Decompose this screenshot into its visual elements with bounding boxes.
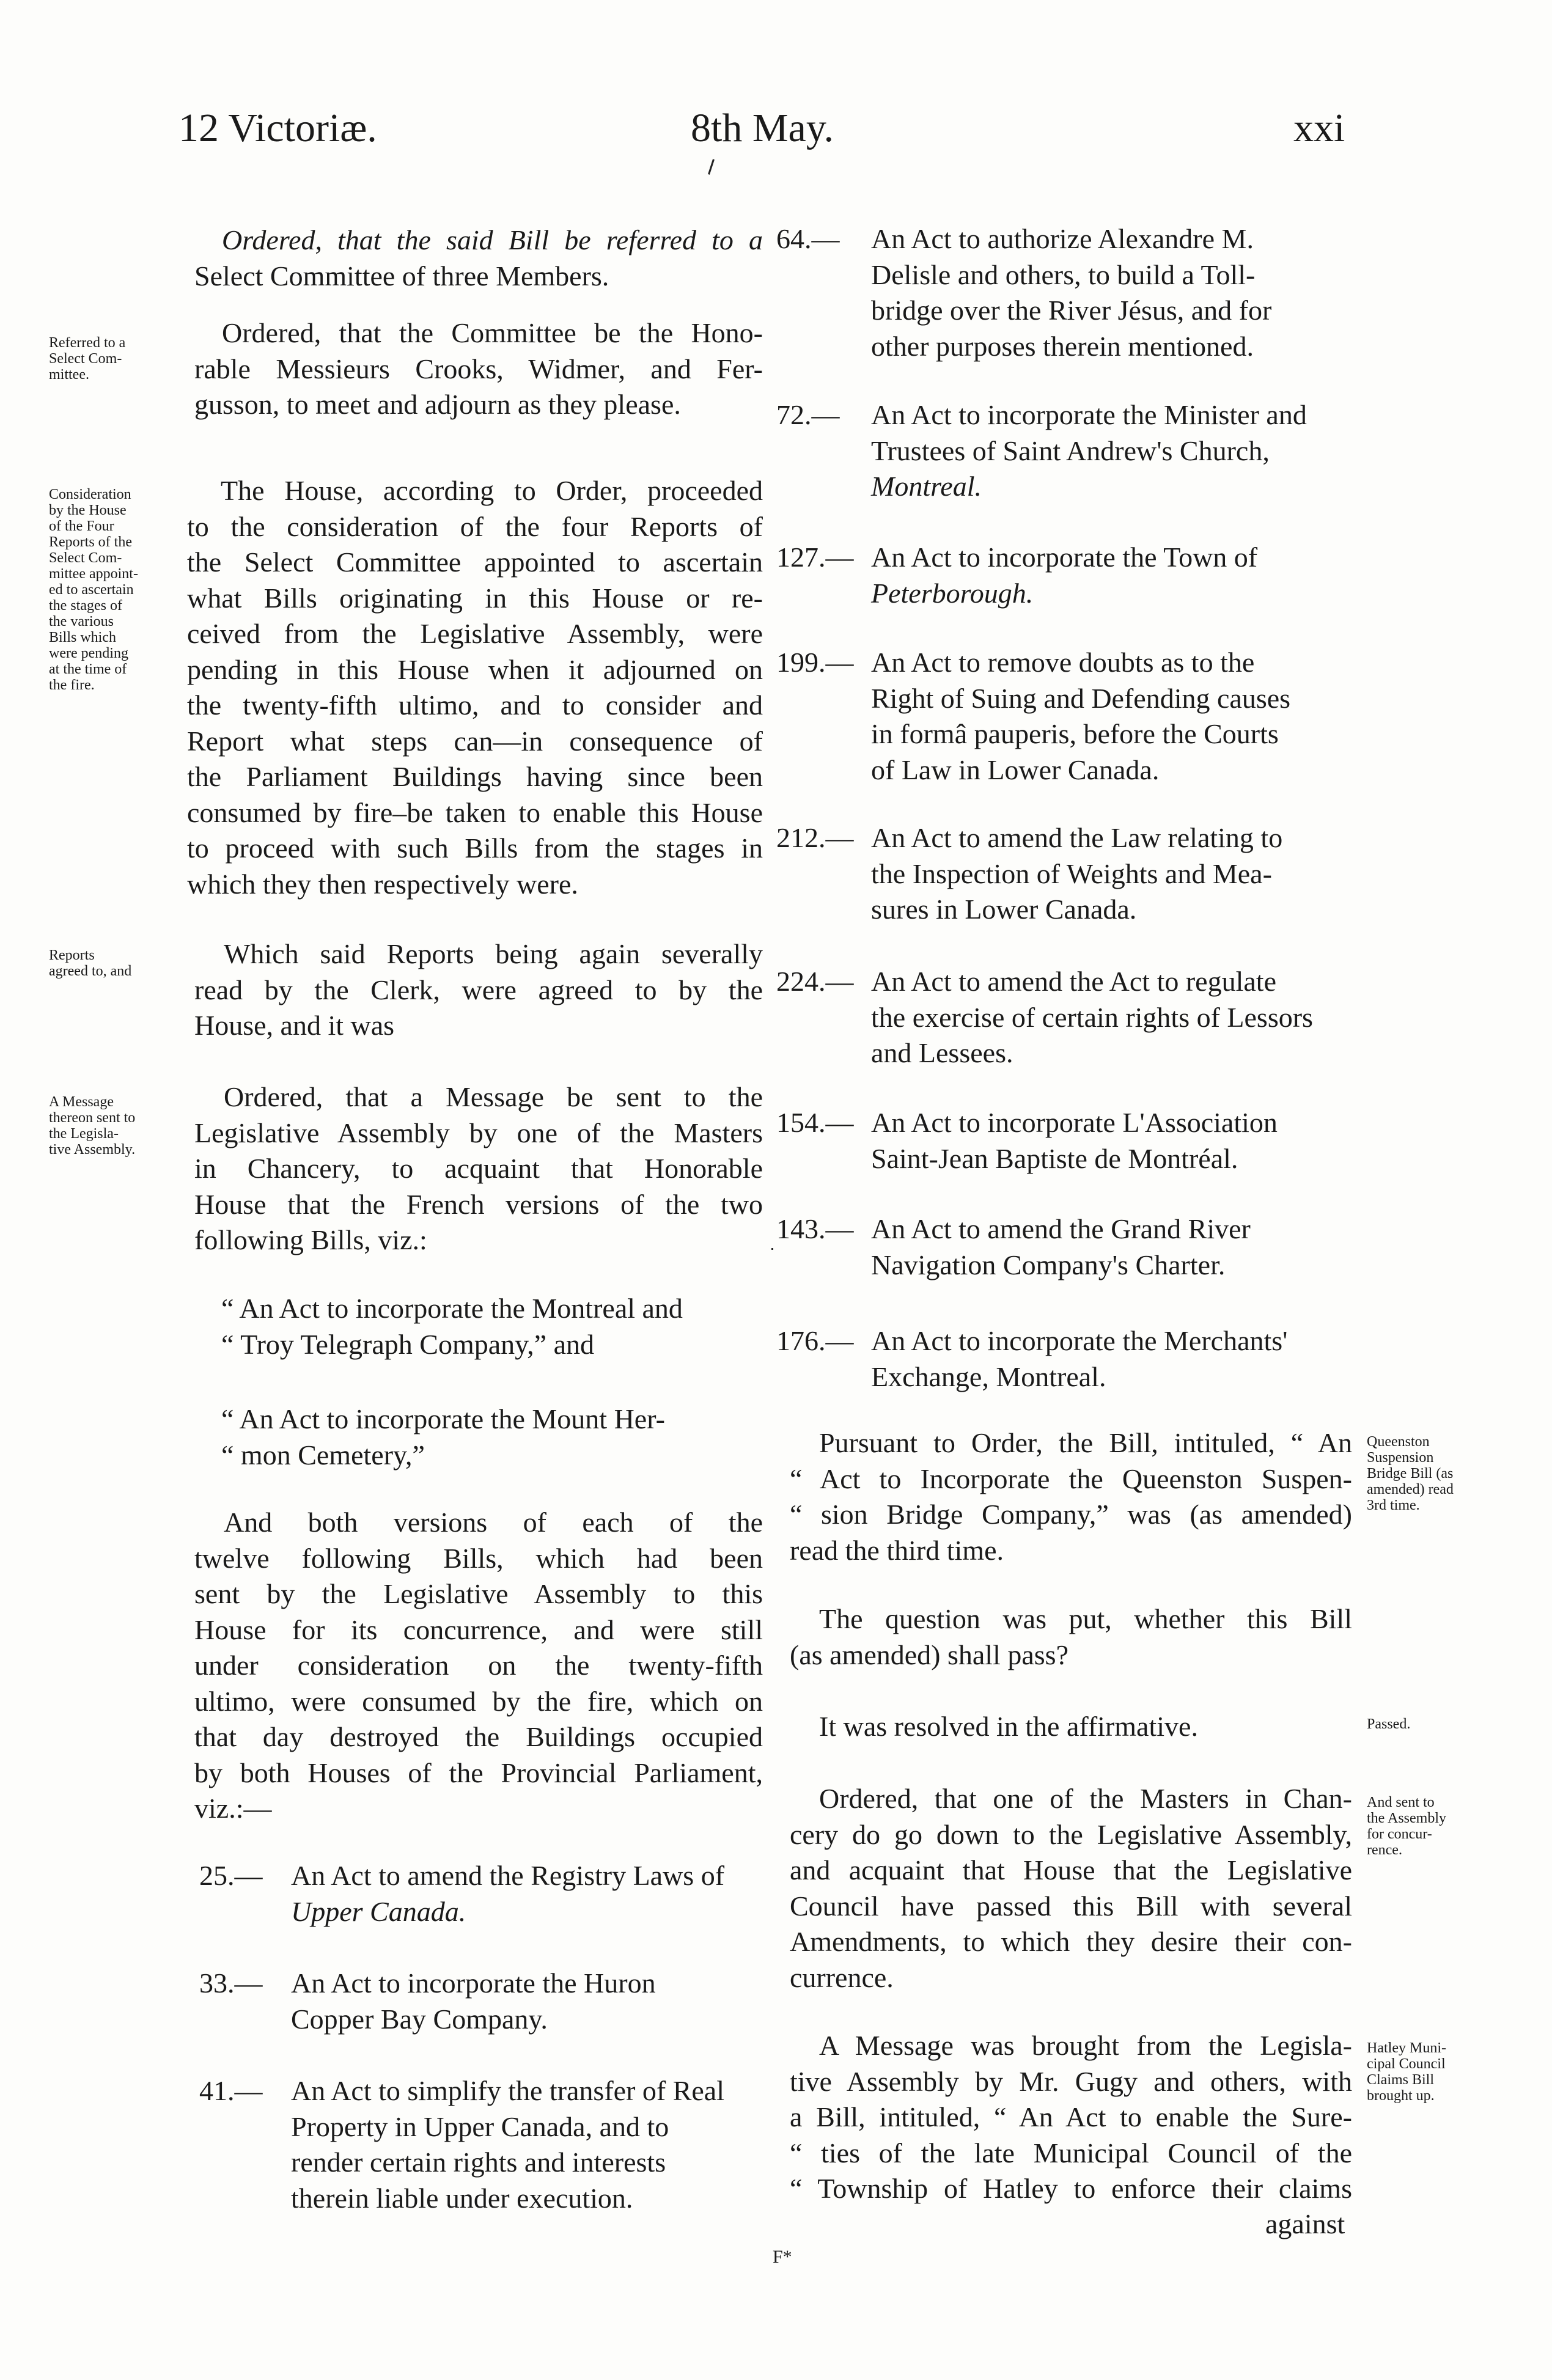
header-regnal-year: 12 Victoriæ. [178, 106, 377, 150]
act-list-item: 72.— An Act to incorporate the Minister and Trustees of Saint Andrew's Church, Montreal. [776, 399, 1307, 502]
paragraph-hatley-message: A Message was brought from the Legisla- tive Assembly by Mr. Gugy and others, with a Bill, intituled, “ An Act to enable the Sure- “ ties of the late Municipal Council of the “ Township of Hatley to enforce their claims [790, 2030, 1352, 2204]
quote-cemetery-bill: “ An Act to incorporate the Mount Her- “ mon Cemetery,” [221, 1403, 665, 1471]
margin-note-reports-agreed: Reports agreed to, and [49, 947, 132, 979]
paragraph-message-ordered: Ordered, that a Message be sent to the Legislative Assembly by one of the Masters in Chancery, to acquaint that Honorable House that the French versions of the two following Bills, viz.: [194, 1081, 763, 1255]
act-list-item: 176.— An Act to incorporate the Merchants' Exchange, Montreal. [776, 1325, 1288, 1392]
margin-note-queenston: Queenston Suspension Bridge Bill (as amended) read 3rd time. [1367, 1434, 1454, 1513]
act-list-item: 127.— An Act to incorporate the Town of Peterborough. [776, 542, 1258, 609]
act-list-item: 41.— An Act to simplify the transfer of Real Property in Upper Canada, and to render certain rights and interests therein liable under execution. [199, 2075, 725, 2214]
signature-mark: F* [773, 2247, 792, 2267]
margin-note-sent-for-concurrence: And sent to the Assembly for concur- rence. [1367, 1794, 1446, 1858]
margin-note-message-sent: A Message thereon sent to the Legisla- tive Assembly. [49, 1094, 136, 1158]
act-list-item: 33.— An Act to incorporate the Huron Copper Bay Company. [199, 1967, 656, 2035]
catchword: against [1265, 2208, 1345, 2239]
act-list-item: 212.— An Act to amend the Law relating to the Inspection of Weights and Mea- sures in Lower Canada. [776, 822, 1283, 925]
margin-note-referred: Referred to a Select Com- mittee. [49, 335, 126, 383]
margin-note-hatley: Hatley Muni- cipal Council Claims Bill brought up. [1367, 2040, 1446, 2104]
act-list-item: 143.— An Act to amend the Grand River Navigation Company's Charter. [776, 1213, 1251, 1280]
act-list-item: 199.— An Act to remove doubts as to the Right of Suing and Defending causes in formâ pauperis, before the Courts of Law in Lower Canada. [776, 647, 1291, 785]
act-list-item: 224.— An Act to amend the Act to regulate the exercise of certain rights of Lessors and Lessees. [776, 966, 1313, 1068]
page-number: xxi [1293, 106, 1345, 150]
paragraph-consideration-of-reports: The House, according to Order, proceeded to the consideration of the four Reports of the Select Committee appointed to ascertain what Bills originating in this House or re- ceived from the Legislative Assembly, were pending in this House when it adjourned on the twenty-fifth ultimo, and to consider and Report what steps can—in consequence of the Parliament Buildings having since been consumed by fire–be taken to enable this House to proceed with such Bills from the stages in which they then respectively were. [187, 475, 763, 900]
act-list-item: 64.— An Act to authorize Alexandre M. Delisle and others, to build a Toll- bridge over the River Jésus, and for other purposes therein mentioned. [776, 223, 1272, 362]
paragraph-committee-members: Ordered, that the Committee be the Hono- rable Messieurs Crooks, Widmer, and Fer- gusson, to meet and adjourn as they please. [194, 317, 763, 420]
margin-note-passed: Passed. [1367, 1716, 1411, 1732]
paragraph-twelve-bills: And both versions of each of the twelve following Bills, which had been sent by the Legislative Assembly to this House for its concurrence, and were still under consideration on the twenty-fifth ultimo, were consumed by the fire, which on that day destroyed the Buildings occupied by both Houses of the Provincial Parliament, viz.:— [194, 1507, 763, 1824]
paragraph-queenston-bill-third-reading: Pursuant to Order, the Bill, intituled, “ An “ Act to Incorporate the Queenston Suspen- “ sion Bridge Company,” was (as amended) read the third time. [790, 1427, 1352, 1566]
act-list-item: 25.— An Act to amend the Registry Laws of Upper Canada. [199, 1860, 725, 1927]
quote-telegraph-bill: “ An Act to incorporate the Montreal and “ Troy Telegraph Company,” and [221, 1293, 683, 1360]
print-speck [708, 159, 715, 175]
paragraph-referred-to-committee: Ordered, that the said Bill be referred to a Select Committee of three Members. [194, 224, 763, 292]
paragraph-reports-agreed: Which said Reports being again severally read by the Clerk, were agreed to by the House, and it was [194, 938, 763, 1041]
margin-note-consideration: Consideration by the House of the Four Reports of the Select Com- mittee appoint- ed to ascertain the stages of the various Bills which were pending at the time of the fire. [49, 487, 138, 693]
paragraph-resolved: It was resolved in the affirmative. [819, 1711, 1198, 1742]
header-date: 8th May. [691, 106, 834, 150]
paragraph-sent-to-assembly: Ordered, that one of the Masters in Chan- cery do go down to the Legislative Assembly, and acquaint that House that the Legislative Council have passed this Bill with several Amendments, to which they desire their con- currence. [790, 1783, 1352, 1993]
print-speck [771, 1248, 773, 1250]
paragraph-question-put: The question was put, whether this Bill (as amended) shall pass? [790, 1603, 1352, 1670]
act-list-item: 154.— An Act to incorporate L'Association Saint-Jean Baptiste de Montréal. [776, 1107, 1278, 1174]
